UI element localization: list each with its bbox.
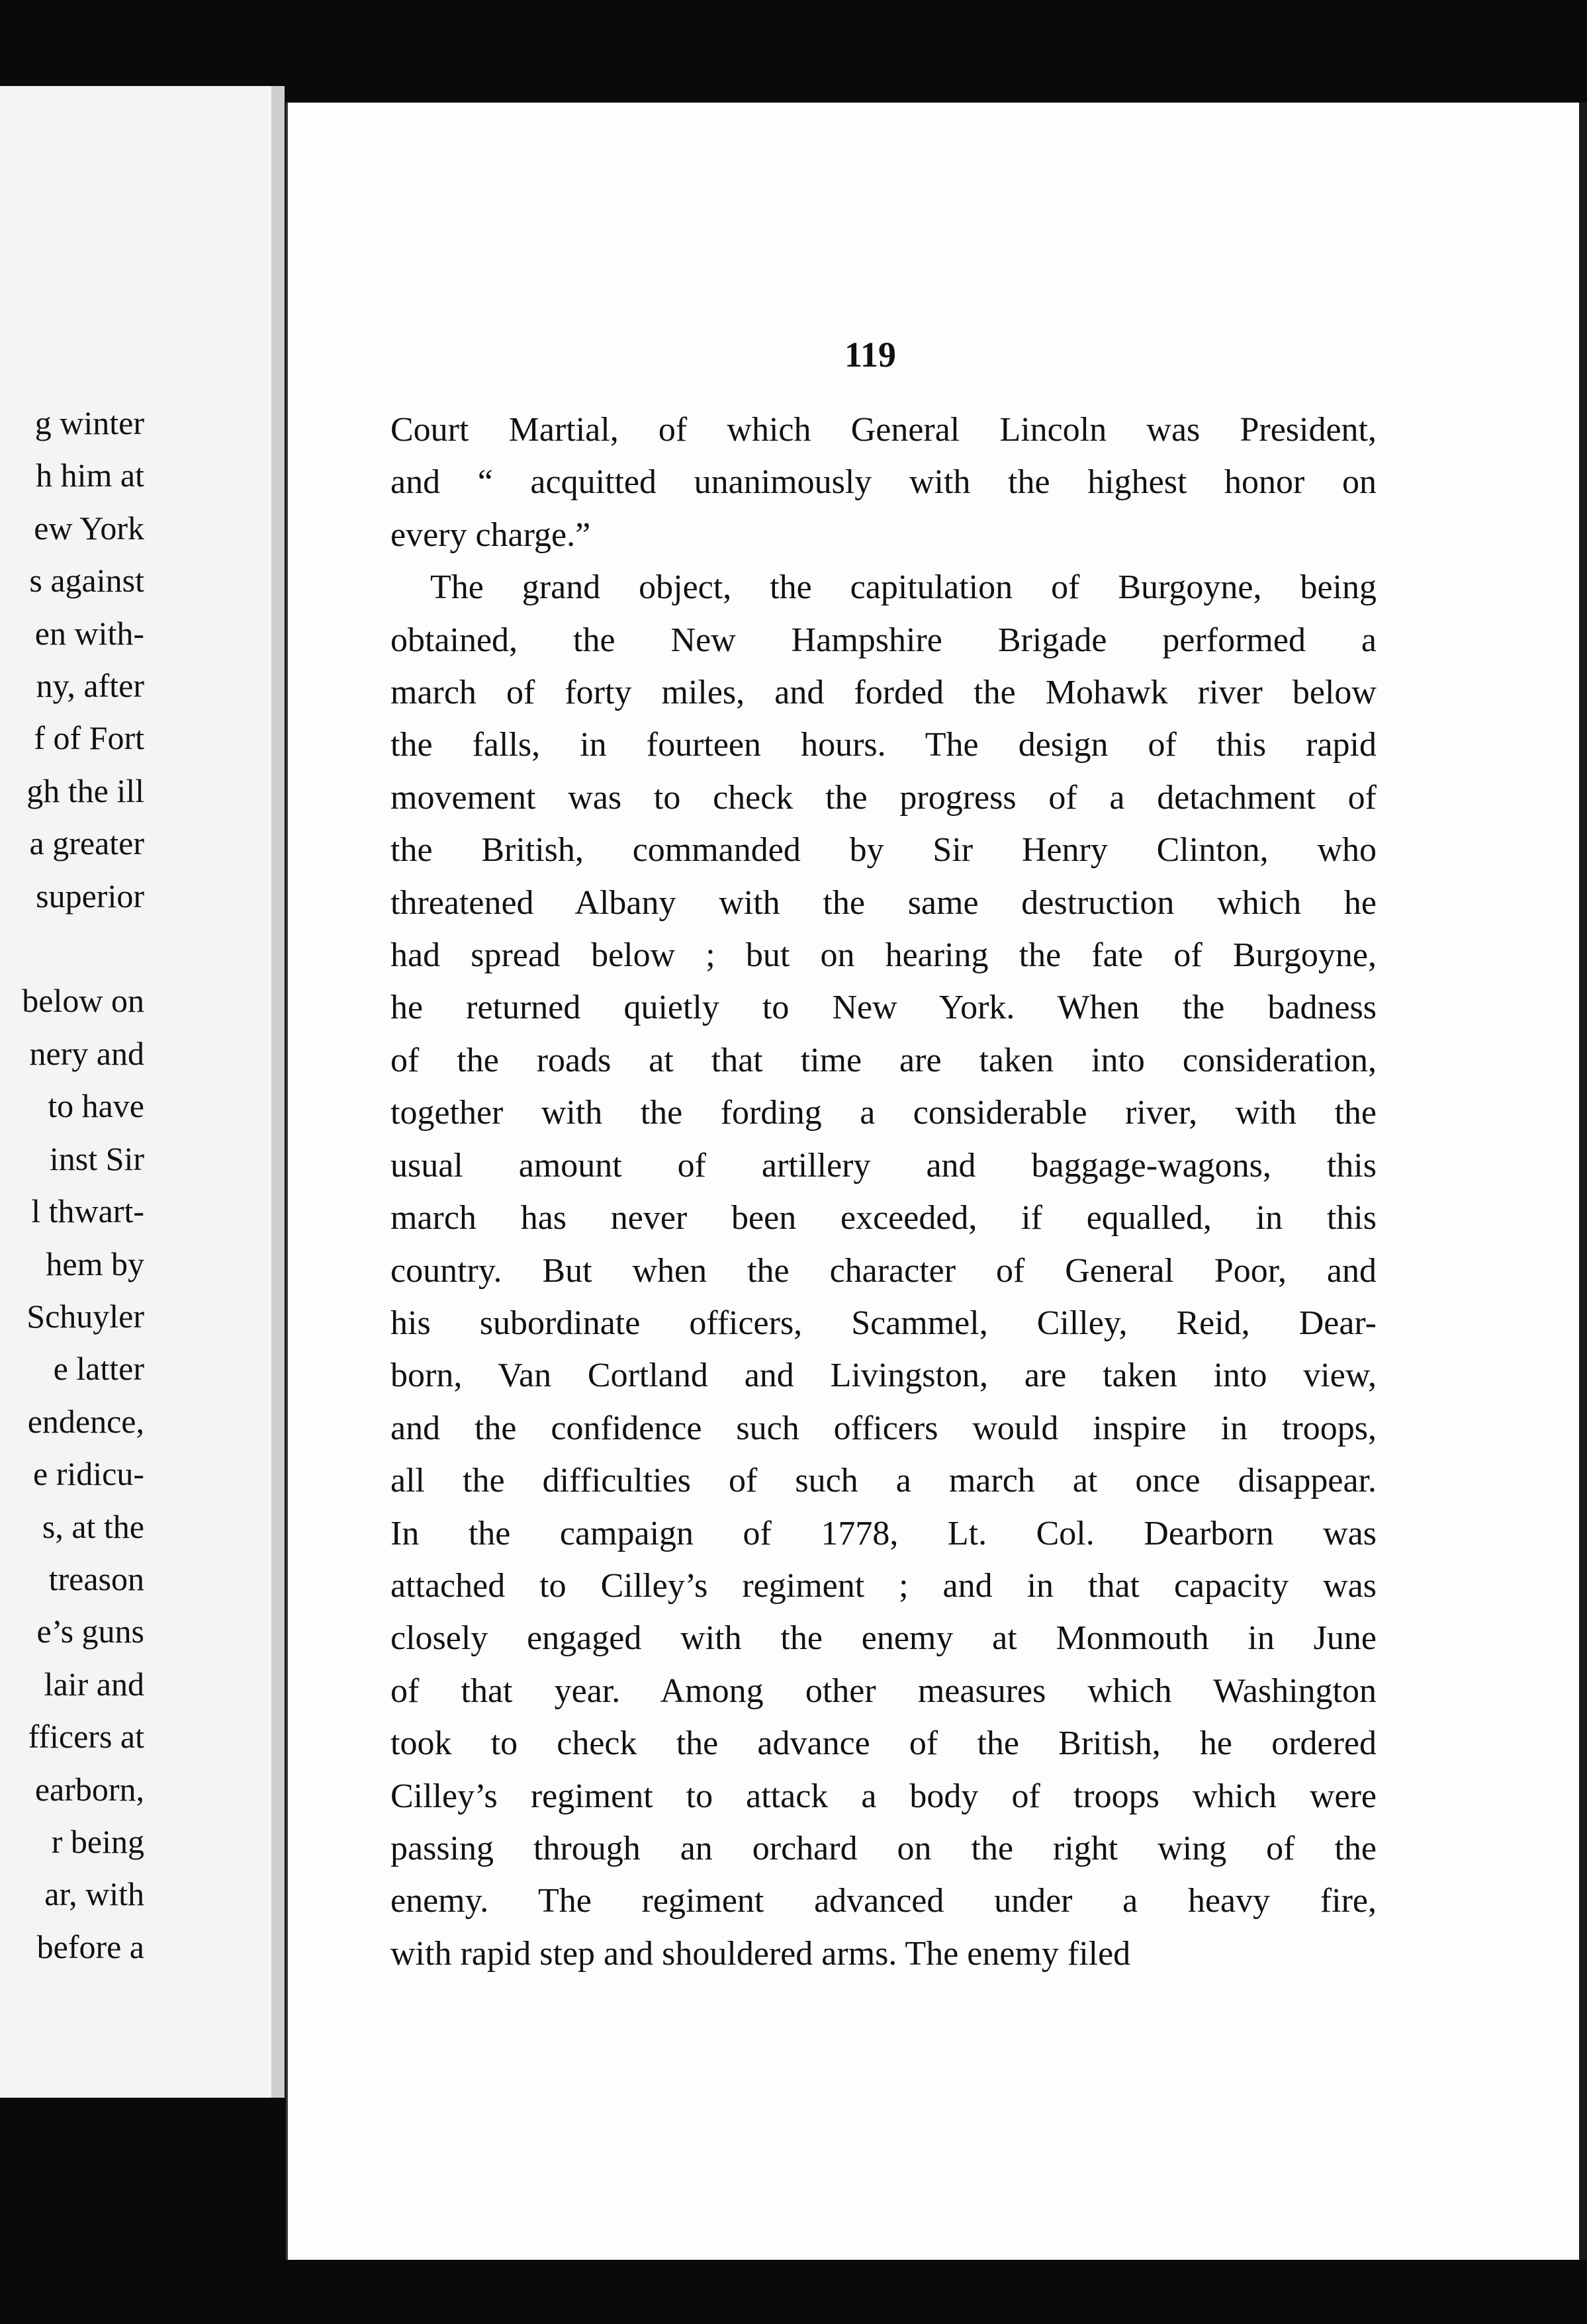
facing-page-line: lair and (44, 1665, 144, 1703)
page-body-text (390, 404, 1377, 1980)
text-line: took to check the advance of the British, he ordered (390, 1724, 1377, 1763)
facing-page-line: a greater (29, 825, 144, 862)
text-line: march of forty miles, and forded the Mohawk river below (390, 674, 1377, 712)
text-line: born, Van Cortland and Livingston, are taken into view, (390, 1357, 1377, 1395)
facing-page-line: s, at the (42, 1507, 144, 1545)
facing-page-line: e latter (53, 1350, 144, 1388)
facing-page-line: en with- (34, 614, 144, 652)
text-line: usual amount of artillery and baggage-wagons, this (390, 1146, 1377, 1184)
facing-page-line: s against (29, 562, 144, 600)
text-line: country. But when the character of General Poor, and (390, 1251, 1377, 1290)
facing-page-line: below on (22, 982, 144, 1020)
text-line: closely engaged with the enemy at Monmouth in June (390, 1619, 1377, 1658)
page-number: 119 (844, 335, 897, 375)
facing-page-line: hem by (46, 1245, 144, 1282)
facing-page-line: ar, with (44, 1875, 144, 1913)
text-line: enemy. The regiment advanced under a heavy fire, (390, 1882, 1377, 1920)
facing-page-line: f of Fort (34, 719, 144, 757)
text-line: and the confidence such officers would inspire in troops, (390, 1409, 1377, 1447)
facing-page-line: ny, after (36, 667, 144, 705)
text-line: movement was to check the progress of a detachment of (390, 778, 1377, 817)
text-line: march has never been exceeded, if equalled, in this (390, 1199, 1377, 1237)
text-line: passing through an orchard on the right wing of the (390, 1829, 1377, 1867)
text-line: had spread below ; but on hearing the fate of Burgoyne, (390, 936, 1377, 975)
facing-page (0, 86, 285, 2098)
facing-page-line: before a (36, 1928, 144, 1965)
facing-page-line: earborn, (34, 1770, 144, 1808)
text-line: he returned quietly to New York. When the badness (390, 989, 1377, 1027)
text-line: attached to Cilley’s regiment ; and in that capacity was (390, 1566, 1377, 1605)
book-gutter (271, 86, 285, 2098)
text-line: obtained, the New Hampshire Brigade performed a (390, 621, 1377, 659)
text-line: Cilley’s regiment to attack a body of troops which were (390, 1777, 1377, 1815)
text-line: the British, commanded by Sir Henry Clinton, who (390, 831, 1377, 870)
facing-page-line: Schuyler (26, 1297, 144, 1335)
facing-page-line: e ridicu- (33, 1455, 144, 1493)
facing-page-line: e’s guns (36, 1613, 144, 1650)
facing-page-line (22, 922, 144, 975)
text-line: In the campaign of 1778, Lt. Col. Dearborn was (390, 1514, 1377, 1552)
facing-page-line: to have (48, 1087, 144, 1125)
facing-page-line: g winter (34, 404, 144, 441)
facing-page-line: inst Sir (49, 1140, 144, 1177)
text-line: threatened Albany with the same destruction which he (390, 883, 1377, 922)
facing-page-line: ew York (34, 509, 144, 547)
text-line: with rapid step and shouldered arms. The enemy filed (390, 1934, 1131, 1973)
text-line: The grand object, the capitulation of Burgoyne, being (430, 568, 1377, 607)
facing-page-line: fficers at (28, 1718, 144, 1756)
facing-page-line: nery and (29, 1034, 144, 1072)
text-line: every charge.” (390, 515, 591, 554)
facing-page-line: treason (48, 1560, 144, 1597)
facing-page-line: gh the ill (26, 772, 144, 809)
text-line: of that year. Among other measures which Washington (390, 1672, 1377, 1710)
text-line: of the roads at that time are taken into consideration, (390, 1041, 1377, 1079)
text-line: his subordinate officers, Scammel, Cilley, Reid, Dear- (390, 1304, 1377, 1342)
facing-page-line: r being (51, 1822, 144, 1860)
text-line: Court Martial, of which General Lincoln was President, (390, 411, 1377, 449)
facing-page-line: l thwart- (31, 1192, 144, 1230)
facing-page-line: h him at (36, 457, 144, 494)
text-line: all the difficulties of such a march at once disappear. (390, 1462, 1377, 1500)
text-line: and “ acquitted unanimously with the highest honor on (390, 463, 1377, 502)
page-edge-shadow (1579, 103, 1587, 2260)
facing-page-text (22, 397, 144, 1973)
facing-page-line: superior (36, 877, 144, 915)
facing-page-line: endence, (27, 1402, 144, 1440)
text-line: together with the fording a considerable river, with the (390, 1094, 1377, 1132)
text-line: the falls, in fourteen hours. The design of this rapid (390, 726, 1377, 764)
